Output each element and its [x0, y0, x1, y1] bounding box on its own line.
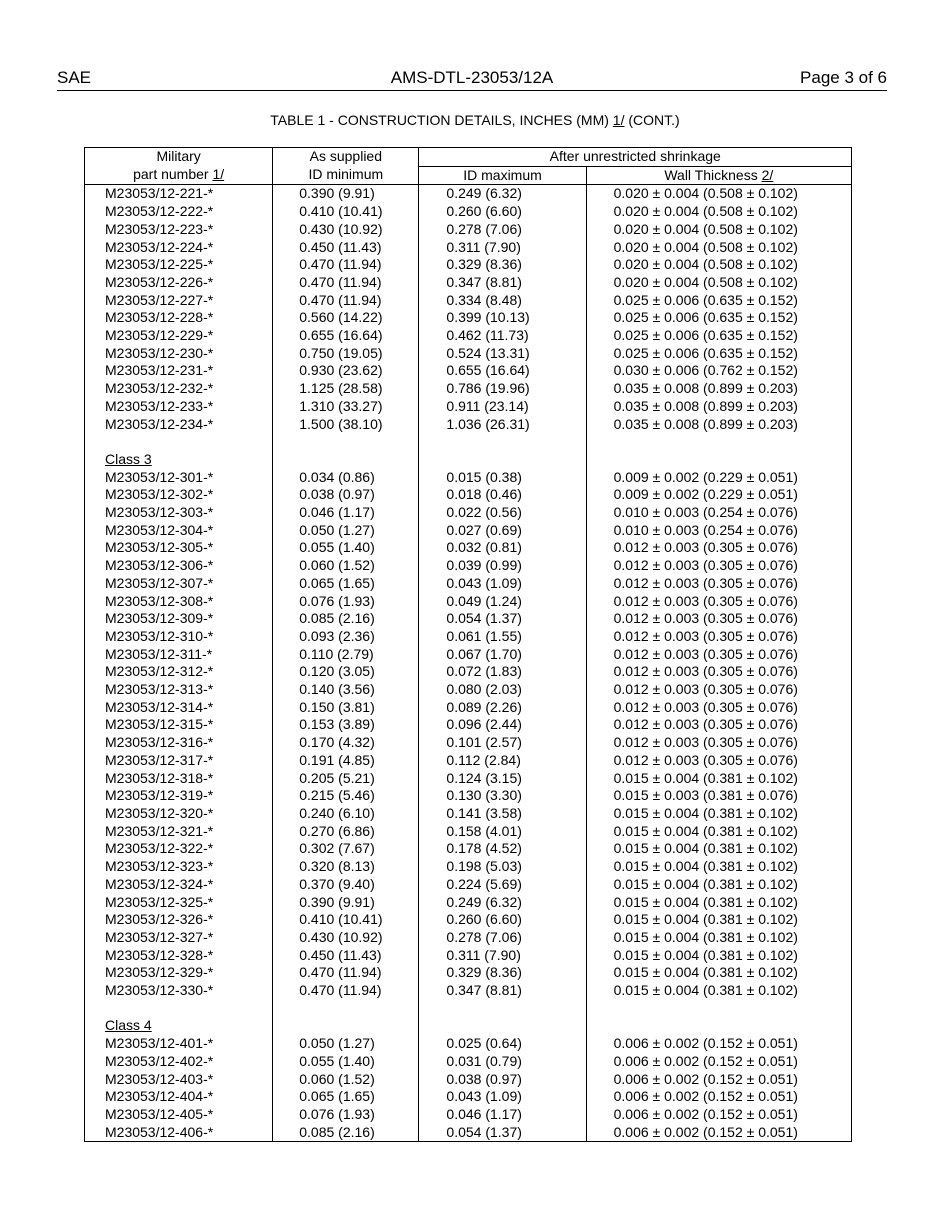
part-number-cell: M23053/12-230-* — [85, 345, 273, 363]
id-max-cell: 0.130 (3.30) — [419, 787, 586, 805]
id-min-cell: 1.310 (33.27) — [273, 398, 419, 416]
empty-cell — [273, 451, 419, 469]
id-max-cell: 0.158 (4.01) — [419, 823, 586, 841]
table-row — [85, 646, 852, 664]
part-number-cell: M23053/12-301-* — [85, 469, 273, 487]
id-max-cell: 0.031 (0.79) — [419, 1053, 586, 1071]
id-max-cell: 0.655 (16.64) — [419, 362, 586, 380]
table-row — [85, 1106, 852, 1124]
wall-thickness-cell: 0.006 ± 0.002 (0.152 ± 0.051) — [586, 1088, 851, 1106]
wall-thickness-cell: 0.020 ± 0.004 (0.508 ± 0.102) — [586, 274, 851, 292]
part-number-cell: M23053/12-307-* — [85, 575, 273, 593]
spacer-cell — [273, 1000, 419, 1018]
id-min-cell: 0.430 (10.92) — [273, 221, 419, 239]
table-row — [85, 1035, 852, 1053]
wall-thickness-cell: 0.035 ± 0.008 (0.899 ± 0.203) — [586, 380, 851, 398]
table-row — [85, 911, 852, 929]
wall-thickness-cell: 0.012 ± 0.003 (0.305 ± 0.076) — [586, 593, 851, 611]
id-max-cell: 0.260 (6.60) — [419, 911, 586, 929]
part-number-cell: M23053/12-323-* — [85, 858, 273, 876]
wall-thickness-cell: 0.012 ± 0.003 (0.305 ± 0.076) — [586, 716, 851, 734]
col-part-header-2 — [85, 166, 273, 185]
part-number-cell: M23053/12-319-* — [85, 787, 273, 805]
part-number-cell: M23053/12-329-* — [85, 964, 273, 982]
id-min-cell: 0.085 (2.16) — [273, 1124, 419, 1142]
page-number: Page 3 of 6 — [800, 68, 887, 87]
table-row — [85, 894, 852, 912]
wall-thickness-cell: 0.009 ± 0.002 (0.229 ± 0.051) — [586, 486, 851, 504]
col-id-max-header: ID maximum — [419, 166, 586, 185]
part-number-cell: M23053/12-330-* — [85, 982, 273, 1000]
part-number-cell: M23053/12-316-* — [85, 734, 273, 752]
wall-thickness-cell: 0.006 ± 0.002 (0.152 ± 0.051) — [586, 1106, 851, 1124]
id-min-cell: 0.065 (1.65) — [273, 575, 419, 593]
id-min-cell: 0.085 (2.16) — [273, 610, 419, 628]
wall-thickness-cell: 0.006 ± 0.002 (0.152 ± 0.051) — [586, 1071, 851, 1089]
wall-thickness-cell: 0.015 ± 0.004 (0.381 ± 0.102) — [586, 982, 851, 1000]
col-wall-header — [586, 166, 851, 185]
wall-thickness-cell: 0.012 ± 0.003 (0.305 ± 0.076) — [586, 734, 851, 752]
id-min-cell: 0.153 (3.89) — [273, 716, 419, 734]
wall-thickness-cell: 0.035 ± 0.008 (0.899 ± 0.203) — [586, 398, 851, 416]
empty-cell — [273, 1017, 419, 1035]
id-max-cell: 0.061 (1.55) — [419, 628, 586, 646]
wall-thickness-cell: 0.020 ± 0.004 (0.508 ± 0.102) — [586, 239, 851, 257]
wall-thickness-cell: 0.012 ± 0.003 (0.305 ± 0.076) — [586, 752, 851, 770]
table-row — [85, 982, 852, 1000]
table-row — [85, 858, 852, 876]
id-min-cell: 0.050 (1.27) — [273, 522, 419, 540]
wall-thickness-cell: 0.012 ± 0.003 (0.305 ± 0.076) — [586, 681, 851, 699]
id-min-cell: 0.038 (0.97) — [273, 486, 419, 504]
wall-thickness-cell: 0.012 ± 0.003 (0.305 ± 0.076) — [586, 610, 851, 628]
wall-thickness-cell: 0.012 ± 0.003 (0.305 ± 0.076) — [586, 628, 851, 646]
part-number-cell: M23053/12-309-* — [85, 610, 273, 628]
id-max-cell: 0.018 (0.46) — [419, 486, 586, 504]
id-max-cell: 0.524 (13.31) — [419, 345, 586, 363]
table-title-text: TABLE 1 - CONSTRUCTION DETAILS, INCHES (MM) — [270, 112, 613, 128]
part-number-cell: M23053/12-303-* — [85, 504, 273, 522]
wall-thickness-cell: 0.020 ± 0.004 (0.508 ± 0.102) — [586, 185, 851, 203]
table-row — [85, 823, 852, 841]
table-row — [85, 752, 852, 770]
table-row — [85, 805, 852, 823]
table-title — [0, 112, 950, 128]
id-max-cell: 0.178 (4.52) — [419, 840, 586, 858]
wall-thickness-cell: 0.012 ± 0.003 (0.305 ± 0.076) — [586, 663, 851, 681]
wall-thickness-cell: 0.015 ± 0.004 (0.381 ± 0.102) — [586, 858, 851, 876]
table-body — [85, 185, 852, 1142]
id-max-cell: 0.067 (1.70) — [419, 646, 586, 664]
id-max-cell: 0.112 (2.84) — [419, 752, 586, 770]
table-row — [85, 557, 852, 575]
part-number-cell: M23053/12-325-* — [85, 894, 273, 912]
table-row — [85, 239, 852, 257]
part-number-cell: M23053/12-328-* — [85, 947, 273, 965]
id-max-cell: 0.096 (2.44) — [419, 716, 586, 734]
wall-thickness-cell: 0.012 ± 0.003 (0.305 ± 0.076) — [586, 699, 851, 717]
part-number-cell: M23053/12-321-* — [85, 823, 273, 841]
id-min-cell: 0.655 (16.64) — [273, 327, 419, 345]
id-max-cell: 0.249 (6.32) — [419, 894, 586, 912]
wall-thickness-cell: 0.015 ± 0.004 (0.381 ± 0.102) — [586, 805, 851, 823]
part-number-cell: M23053/12-225-* — [85, 256, 273, 274]
id-max-cell: 0.278 (7.06) — [419, 929, 586, 947]
page-header — [57, 68, 887, 91]
table-row — [85, 292, 852, 310]
part-number-cell: M23053/12-327-* — [85, 929, 273, 947]
id-min-cell: 0.076 (1.93) — [273, 593, 419, 611]
id-max-cell: 0.101 (2.57) — [419, 734, 586, 752]
table-row — [85, 416, 852, 434]
class-label: Class 3 — [105, 450, 152, 467]
id-min-cell: 0.430 (10.92) — [273, 929, 419, 947]
id-min-cell: 0.302 (7.67) — [273, 840, 419, 858]
id-max-cell: 0.039 (0.99) — [419, 557, 586, 575]
table-row — [85, 716, 852, 734]
id-min-cell: 0.390 (9.91) — [273, 894, 419, 912]
class-label-cell — [85, 451, 273, 469]
wall-thickness-cell: 0.015 ± 0.004 (0.381 ± 0.102) — [586, 947, 851, 965]
part-number-cell: M23053/12-312-* — [85, 663, 273, 681]
wall-thickness-cell: 0.015 ± 0.004 (0.381 ± 0.102) — [586, 876, 851, 894]
id-min-cell: 0.470 (11.94) — [273, 964, 419, 982]
wall-thickness-cell: 0.006 ± 0.002 (0.152 ± 0.051) — [586, 1124, 851, 1142]
table-row — [85, 185, 852, 203]
wall-thickness-cell: 0.009 ± 0.002 (0.229 ± 0.051) — [586, 469, 851, 487]
id-max-cell: 0.329 (8.36) — [419, 256, 586, 274]
table-row — [85, 539, 852, 557]
col-as-supplied-header-2: ID minimum — [273, 166, 419, 185]
col-after-shrinkage-group: After unrestricted shrinkage — [419, 148, 852, 167]
id-max-cell: 0.080 (2.03) — [419, 681, 586, 699]
table-row — [85, 486, 852, 504]
id-min-cell: 0.055 (1.40) — [273, 1053, 419, 1071]
table-row — [85, 681, 852, 699]
id-min-cell: 0.050 (1.27) — [273, 1035, 419, 1053]
part-number-cell: M23053/12-324-* — [85, 876, 273, 894]
wall-thickness-cell: 0.015 ± 0.003 (0.381 ± 0.076) — [586, 787, 851, 805]
id-max-cell: 0.043 (1.09) — [419, 1088, 586, 1106]
wall-thickness-cell: 0.025 ± 0.006 (0.635 ± 0.152) — [586, 345, 851, 363]
part-number-cell: M23053/12-224-* — [85, 239, 273, 257]
id-max-cell: 0.311 (7.90) — [419, 947, 586, 965]
part-number-cell: M23053/12-320-* — [85, 805, 273, 823]
id-min-cell: 0.060 (1.52) — [273, 1071, 419, 1089]
wall-thickness-cell: 0.020 ± 0.004 (0.508 ± 0.102) — [586, 203, 851, 221]
id-min-cell: 0.470 (11.94) — [273, 982, 419, 1000]
table-row — [85, 787, 852, 805]
class-label-row — [85, 1017, 852, 1035]
id-min-cell: 0.215 (5.46) — [273, 787, 419, 805]
part-number-cell: M23053/12-228-* — [85, 309, 273, 327]
id-min-cell: 0.450 (11.43) — [273, 947, 419, 965]
id-min-cell: 1.125 (28.58) — [273, 380, 419, 398]
spacer-cell — [85, 1000, 273, 1018]
table-row — [85, 345, 852, 363]
part-number-cell: M23053/12-401-* — [85, 1035, 273, 1053]
part-number-cell: M23053/12-403-* — [85, 1071, 273, 1089]
wall-thickness-cell: 0.025 ± 0.006 (0.635 ± 0.152) — [586, 292, 851, 310]
wall-thickness-cell: 0.010 ± 0.003 (0.254 ± 0.076) — [586, 522, 851, 540]
col-wall-header-text: Wall Thickness — [664, 166, 762, 183]
wall-thickness-cell: 0.012 ± 0.003 (0.305 ± 0.076) — [586, 575, 851, 593]
spacer-cell — [419, 433, 586, 451]
table-row — [85, 1124, 852, 1142]
wall-thickness-cell: 0.015 ± 0.004 (0.381 ± 0.102) — [586, 823, 851, 841]
table-row — [85, 504, 852, 522]
table-row — [85, 274, 852, 292]
wall-thickness-cell: 0.015 ± 0.004 (0.381 ± 0.102) — [586, 840, 851, 858]
part-number-cell: M23053/12-304-* — [85, 522, 273, 540]
id-max-cell: 0.054 (1.37) — [419, 1124, 586, 1142]
spacer-cell — [586, 1000, 851, 1018]
id-max-cell: 0.038 (0.97) — [419, 1071, 586, 1089]
id-max-cell: 0.049 (1.24) — [419, 593, 586, 611]
spacer-row — [85, 1000, 852, 1018]
table-row — [85, 734, 852, 752]
table-row — [85, 575, 852, 593]
wall-thickness-cell: 0.015 ± 0.004 (0.381 ± 0.102) — [586, 929, 851, 947]
id-min-cell: 0.046 (1.17) — [273, 504, 419, 522]
part-number-cell: M23053/12-322-* — [85, 840, 273, 858]
id-min-cell: 0.270 (6.86) — [273, 823, 419, 841]
id-min-cell: 0.060 (1.52) — [273, 557, 419, 575]
part-number-cell: M23053/12-317-* — [85, 752, 273, 770]
table-row — [85, 964, 852, 982]
id-max-cell: 0.124 (3.15) — [419, 770, 586, 788]
wall-thickness-cell: 0.006 ± 0.002 (0.152 ± 0.051) — [586, 1053, 851, 1071]
spacer-row — [85, 433, 852, 451]
empty-cell — [586, 451, 851, 469]
id-min-cell: 0.930 (23.62) — [273, 362, 419, 380]
id-min-cell: 0.370 (9.40) — [273, 876, 419, 894]
id-max-cell: 0.260 (6.60) — [419, 203, 586, 221]
class-label: Class 4 — [105, 1017, 152, 1034]
table-row — [85, 947, 852, 965]
id-max-cell: 0.347 (8.81) — [419, 274, 586, 292]
id-max-cell: 0.347 (8.81) — [419, 982, 586, 1000]
table-row — [85, 398, 852, 416]
id-min-cell: 0.750 (19.05) — [273, 345, 419, 363]
id-min-cell: 0.560 (14.22) — [273, 309, 419, 327]
part-number-cell: M23053/12-308-* — [85, 593, 273, 611]
part-number-cell: M23053/12-222-* — [85, 203, 273, 221]
id-min-cell: 0.055 (1.40) — [273, 539, 419, 557]
wall-thickness-cell: 0.010 ± 0.003 (0.254 ± 0.076) — [586, 504, 851, 522]
part-number-cell: M23053/12-226-* — [85, 274, 273, 292]
part-number-cell: M23053/12-311-* — [85, 646, 273, 664]
table-row — [85, 876, 852, 894]
wall-thickness-cell: 0.015 ± 0.004 (0.381 ± 0.102) — [586, 894, 851, 912]
wall-thickness-cell: 0.035 ± 0.008 (0.899 ± 0.203) — [586, 416, 851, 434]
wall-thickness-cell: 0.025 ± 0.006 (0.635 ± 0.152) — [586, 327, 851, 345]
part-number-cell: M23053/12-405-* — [85, 1106, 273, 1124]
id-max-cell: 0.043 (1.09) — [419, 575, 586, 593]
id-min-cell: 0.410 (10.41) — [273, 203, 419, 221]
wall-thickness-cell: 0.025 ± 0.006 (0.635 ± 0.152) — [586, 309, 851, 327]
id-max-cell: 0.329 (8.36) — [419, 964, 586, 982]
part-number-cell: M23053/12-231-* — [85, 362, 273, 380]
wall-thickness-cell: 0.030 ± 0.006 (0.762 ± 0.152) — [586, 362, 851, 380]
table-row — [85, 770, 852, 788]
id-min-cell: 0.320 (8.13) — [273, 858, 419, 876]
class-label-cell — [85, 1017, 273, 1035]
id-max-cell: 0.249 (6.32) — [419, 185, 586, 203]
col-part-header-1: Military — [85, 148, 273, 167]
table-row — [85, 929, 852, 947]
wall-thickness-cell: 0.012 ± 0.003 (0.305 ± 0.076) — [586, 646, 851, 664]
id-max-cell: 0.911 (23.14) — [419, 398, 586, 416]
table-row — [85, 593, 852, 611]
part-number-cell: M23053/12-326-* — [85, 911, 273, 929]
construction-details-table — [84, 147, 852, 1142]
part-number-cell: M23053/12-227-* — [85, 292, 273, 310]
spacer-cell — [419, 1000, 586, 1018]
part-number-cell: M23053/12-310-* — [85, 628, 273, 646]
wall-thickness-cell: 0.015 ± 0.004 (0.381 ± 0.102) — [586, 770, 851, 788]
part-number-cell: M23053/12-233-* — [85, 398, 273, 416]
id-min-cell: 0.120 (3.05) — [273, 663, 419, 681]
id-min-cell: 0.034 (0.86) — [273, 469, 419, 487]
part-number-cell: M23053/12-306-* — [85, 557, 273, 575]
id-max-cell: 0.198 (5.03) — [419, 858, 586, 876]
id-max-cell: 0.054 (1.37) — [419, 610, 586, 628]
part-number-cell: M23053/12-318-* — [85, 770, 273, 788]
part-number-cell: M23053/12-223-* — [85, 221, 273, 239]
id-min-cell: 0.191 (4.85) — [273, 752, 419, 770]
part-number-cell: M23053/12-402-* — [85, 1053, 273, 1071]
empty-cell — [419, 1017, 586, 1035]
table-row — [85, 469, 852, 487]
part-number-cell: M23053/12-234-* — [85, 416, 273, 434]
table-row — [85, 1088, 852, 1106]
wall-thickness-cell: 0.020 ± 0.004 (0.508 ± 0.102) — [586, 221, 851, 239]
spacer-cell — [586, 433, 851, 451]
id-min-cell: 0.410 (10.41) — [273, 911, 419, 929]
id-min-cell: 0.470 (11.94) — [273, 256, 419, 274]
part-number-cell: M23053/12-229-* — [85, 327, 273, 345]
id-max-cell: 0.224 (5.69) — [419, 876, 586, 894]
table-row — [85, 256, 852, 274]
col-part-note: 1/ — [212, 166, 225, 183]
id-max-cell: 0.022 (0.56) — [419, 504, 586, 522]
id-max-cell: 0.025 (0.64) — [419, 1035, 586, 1053]
spacer-cell — [85, 433, 273, 451]
id-min-cell: 0.110 (2.79) — [273, 646, 419, 664]
table-row — [85, 309, 852, 327]
wall-thickness-cell: 0.006 ± 0.002 (0.152 ± 0.051) — [586, 1035, 851, 1053]
id-min-cell: 0.170 (4.32) — [273, 734, 419, 752]
table-row — [85, 362, 852, 380]
table-row — [85, 699, 852, 717]
col-wall-note: 2/ — [761, 166, 774, 183]
id-min-cell: 0.390 (9.91) — [273, 185, 419, 203]
id-min-cell: 0.065 (1.65) — [273, 1088, 419, 1106]
table-row — [85, 1053, 852, 1071]
table-title-note: 1/ — [612, 112, 625, 128]
id-max-cell: 0.027 (0.69) — [419, 522, 586, 540]
table-row — [85, 840, 852, 858]
wall-thickness-cell: 0.015 ± 0.004 (0.381 ± 0.102) — [586, 964, 851, 982]
id-min-cell: 0.150 (3.81) — [273, 699, 419, 717]
part-number-cell: M23053/12-305-* — [85, 539, 273, 557]
id-min-cell: 0.240 (6.10) — [273, 805, 419, 823]
table-row — [85, 663, 852, 681]
part-number-cell: M23053/12-232-* — [85, 380, 273, 398]
table-row — [85, 1071, 852, 1089]
wall-thickness-cell: 0.015 ± 0.004 (0.381 ± 0.102) — [586, 911, 851, 929]
col-as-supplied-header-1: As supplied — [273, 148, 419, 167]
id-min-cell: 0.450 (11.43) — [273, 239, 419, 257]
id-max-cell: 0.015 (0.38) — [419, 469, 586, 487]
wall-thickness-cell: 0.012 ± 0.003 (0.305 ± 0.076) — [586, 539, 851, 557]
table-row — [85, 221, 852, 239]
id-min-cell: 1.500 (38.10) — [273, 416, 419, 434]
id-max-cell: 0.462 (11.73) — [419, 327, 586, 345]
spacer-cell — [273, 433, 419, 451]
id-max-cell: 0.399 (10.13) — [419, 309, 586, 327]
id-max-cell: 0.311 (7.90) — [419, 239, 586, 257]
part-number-cell: M23053/12-406-* — [85, 1124, 273, 1142]
table-title-suffix: (CONT.) — [624, 112, 680, 128]
part-number-cell: M23053/12-221-* — [85, 185, 273, 203]
table-row — [85, 380, 852, 398]
table-row — [85, 522, 852, 540]
id-max-cell: 0.046 (1.17) — [419, 1106, 586, 1124]
wall-thickness-cell: 0.012 ± 0.003 (0.305 ± 0.076) — [586, 557, 851, 575]
id-min-cell: 0.093 (2.36) — [273, 628, 419, 646]
part-number-cell: M23053/12-302-* — [85, 486, 273, 504]
wall-thickness-cell: 0.020 ± 0.004 (0.508 ± 0.102) — [586, 256, 851, 274]
id-max-cell: 0.278 (7.06) — [419, 221, 586, 239]
id-max-cell: 0.334 (8.48) — [419, 292, 586, 310]
part-number-cell: M23053/12-313-* — [85, 681, 273, 699]
table-row — [85, 203, 852, 221]
id-min-cell: 0.140 (3.56) — [273, 681, 419, 699]
part-number-cell: M23053/12-404-* — [85, 1088, 273, 1106]
table-row — [85, 610, 852, 628]
empty-cell — [586, 1017, 851, 1035]
document-number: AMS-DTL-23053/12A — [390, 68, 554, 87]
id-min-cell: 0.076 (1.93) — [273, 1106, 419, 1124]
id-min-cell: 0.205 (5.21) — [273, 770, 419, 788]
class-label-row — [85, 451, 852, 469]
col-part-header-2-text: part number — [133, 166, 213, 183]
id-max-cell: 0.032 (0.81) — [419, 539, 586, 557]
id-max-cell: 0.786 (19.96) — [419, 380, 586, 398]
part-number-cell: M23053/12-314-* — [85, 699, 273, 717]
id-max-cell: 0.141 (3.58) — [419, 805, 586, 823]
header-org: SAE — [57, 68, 92, 87]
id-max-cell: 0.089 (2.26) — [419, 699, 586, 717]
empty-cell — [419, 451, 586, 469]
id-min-cell: 0.470 (11.94) — [273, 292, 419, 310]
table-row — [85, 628, 852, 646]
id-max-cell: 0.072 (1.83) — [419, 663, 586, 681]
id-max-cell: 1.036 (26.31) — [419, 416, 586, 434]
table-row — [85, 327, 852, 345]
id-min-cell: 0.470 (11.94) — [273, 274, 419, 292]
part-number-cell: M23053/12-315-* — [85, 716, 273, 734]
